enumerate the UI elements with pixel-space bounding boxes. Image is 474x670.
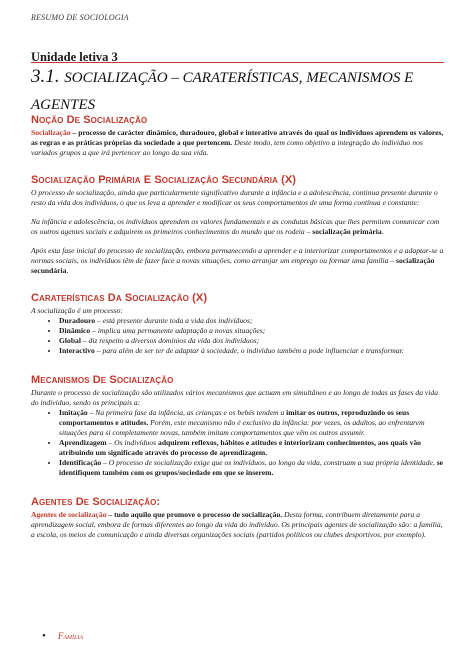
- list-item-text: – está presente durante toda a vida dos indivíduos;: [95, 316, 253, 325]
- section-heading-nocao: Noção De Socialização: [31, 114, 148, 126]
- list-item-text: – diz respeito a diversos domínios da vida dos indivíduos;: [80, 336, 260, 345]
- mecanismos-intro: Durante o processo de socialização são utilizados vários mecanismos que actuam em simultâneo e ao longo de todas as fases da vida do indivíduo, sendo os principais a:: [31, 388, 439, 407]
- caracteristicas-intro: A socialização é um processo:: [31, 306, 123, 315]
- term-socializacao-primaria: socialização primária: [312, 227, 382, 236]
- list-item-text: – para além de ser ter de adaptar à sociedade, o indivíduo também a pode influenciar e transformar.: [94, 346, 404, 355]
- paragraph-primaria-2: Na infância e adolescência, os indivíduos aprendem os valores fundamentais e as condutas básicas que lhes permitem comunicar com os outros agentes sociais e adquirem os primeiros conhecimentos do mundo que os rodeia – socialização primária.: [31, 217, 440, 236]
- list-item-term: Imitação: [59, 408, 88, 417]
- list-item-text: – Os indivíduos: [106, 438, 159, 447]
- document-body: [31, 115, 444, 549]
- list-item-text: Porém, este mecanismo não é exclusivo da infância: por vezes, os adultos, ao enfrentarem situações para si completamente novas, também imitam comportamentos que vêm os outros assumir.: [59, 418, 425, 437]
- list-item-bold-text: se identifiquem também com os grupos/sociedade em que se inserem.: [59, 458, 444, 477]
- list-item-term: Aprendizagem: [59, 438, 107, 447]
- term-socializacao: Socialização: [31, 128, 71, 137]
- chapter-title: [31, 62, 444, 118]
- caracteristicas-list: [31, 316, 444, 356]
- list-item-bold-text: adquirem reflexos, hábitos e atitudes e interiorizam conhecimentos, aos quais vão atribuindo um significado através do processo de aprendizagem.: [59, 438, 421, 457]
- list-item: [59, 326, 444, 336]
- chapter-title-line1: SOCIALIZAÇÃO – CARATERÍSTICAS, MECANISMOS E: [64, 70, 414, 86]
- paragraph-agentes: [31, 510, 444, 540]
- list-item: [59, 408, 444, 438]
- list-item: [59, 438, 444, 458]
- list-item-text: – implica uma permanente adaptação a novas situações;: [90, 326, 266, 335]
- chapter-number: 3.1.: [31, 66, 60, 87]
- list-item-term: Interactivo: [59, 346, 95, 355]
- paragraph-primaria-3: Após esta fase inicial do processo de socialização, embora permanecendo a aprender e a interiorizar comportamentos e a adaptar-se a normas sociais, os indivíduos têm de fazer face a novas situações, como arranjar um emprego ou formar uma família – socialização secundária.: [31, 246, 444, 275]
- text-primaria-3: Após esta fase inicial do processo de socialização, embora permanecendo a aprender e a interiorizar comportamentos e a adaptar-se a normas sociais, os indivíduos têm de fazer face a novas situações, como arranjar um emprego ou formar uma família –: [31, 246, 444, 265]
- text-primaria-2: Na infância e adolescência, os indivíduos aprendem os valores fundamentais e as condutas básicas que lhes permitem comunicar com os outros agentes sociais e adquirem os primeiros conhecimentos do mundo que os rodeia –: [31, 217, 440, 236]
- section-heading-mecanismos: Mecanismos De Socialização: [31, 374, 174, 386]
- running-header: RESUMO DE SOCIOLOGIA: [31, 13, 129, 22]
- unit-heading: Unidade letiva 3: [31, 50, 118, 64]
- list-item-text: – O processo de socialização exige que os indivíduos, ao longo da vida, construam a sua própria identidade,: [101, 458, 437, 467]
- list-item-term: Global: [59, 336, 81, 345]
- agentes-bold: – tudo aquilo que promove o processo de socialização.: [106, 510, 283, 519]
- term-agentes: Agentes de socialização: [31, 510, 107, 519]
- definition-italic: Deste modo, tem como objetivo a integração do indivíduo nos variados grupos a que irá pertencer ao longo da sua vida.: [31, 138, 423, 157]
- section-heading-primaria: Socialização Primária E Socialização Secundária (X): [31, 174, 297, 186]
- paragraph-nocao: [31, 128, 444, 158]
- section-heading-agentes: Agentes De Socialização:: [31, 496, 161, 508]
- paragraph-primaria-1: O processo de socialização, ainda que particularmente significativo durante a infância e a adolescência, continua presente durante o resto da vida dos indivíduos, o que os leva a aprender e modificar os seus comportamentos de uma forma contínua e constante:: [31, 188, 438, 207]
- list-item-term: Duradouro: [59, 316, 96, 325]
- definition-bold: – processo de carácter dinâmico, duradouro, global e interativo através do qual os indivíduos aprendem os valores, as regras e as práticas próprias da sociedade a que pertencem.: [31, 128, 444, 147]
- mecanismos-list: [31, 408, 444, 478]
- agentes-italic: Desta forma, contribuem diretamente para a aprendizagem social, embora de formas diferentes ao longo da vida do indivíduo. Os principais agentes de socialização são: a família, a escola, os meios de comunicação e ainda diversas organizações sociais (partidos políticos ou clubes desportivos, por exemplo).: [31, 510, 443, 539]
- list-item: [59, 316, 444, 326]
- term-socializacao-secundaria: socialização secundária: [31, 256, 435, 275]
- list-item: [59, 336, 444, 346]
- list-item-term: Identificação: [59, 458, 102, 467]
- list-item: [59, 458, 444, 478]
- list-item-term: Dinâmico: [59, 326, 91, 335]
- bullet-familia: • Família: [42, 630, 83, 642]
- chapter-title-line2: AGENTES: [31, 97, 96, 113]
- section-heading-caracteristicas: Caraterísticas Da Socialização (X): [31, 292, 208, 304]
- list-item-bold-text: imitar os outros, reproduzindo os seus comportamentos e atitudes.: [59, 408, 410, 427]
- list-item: [59, 346, 444, 356]
- list-item-text: – Na primeira fase da infância, as crianças e os bebés tendem a: [87, 408, 287, 417]
